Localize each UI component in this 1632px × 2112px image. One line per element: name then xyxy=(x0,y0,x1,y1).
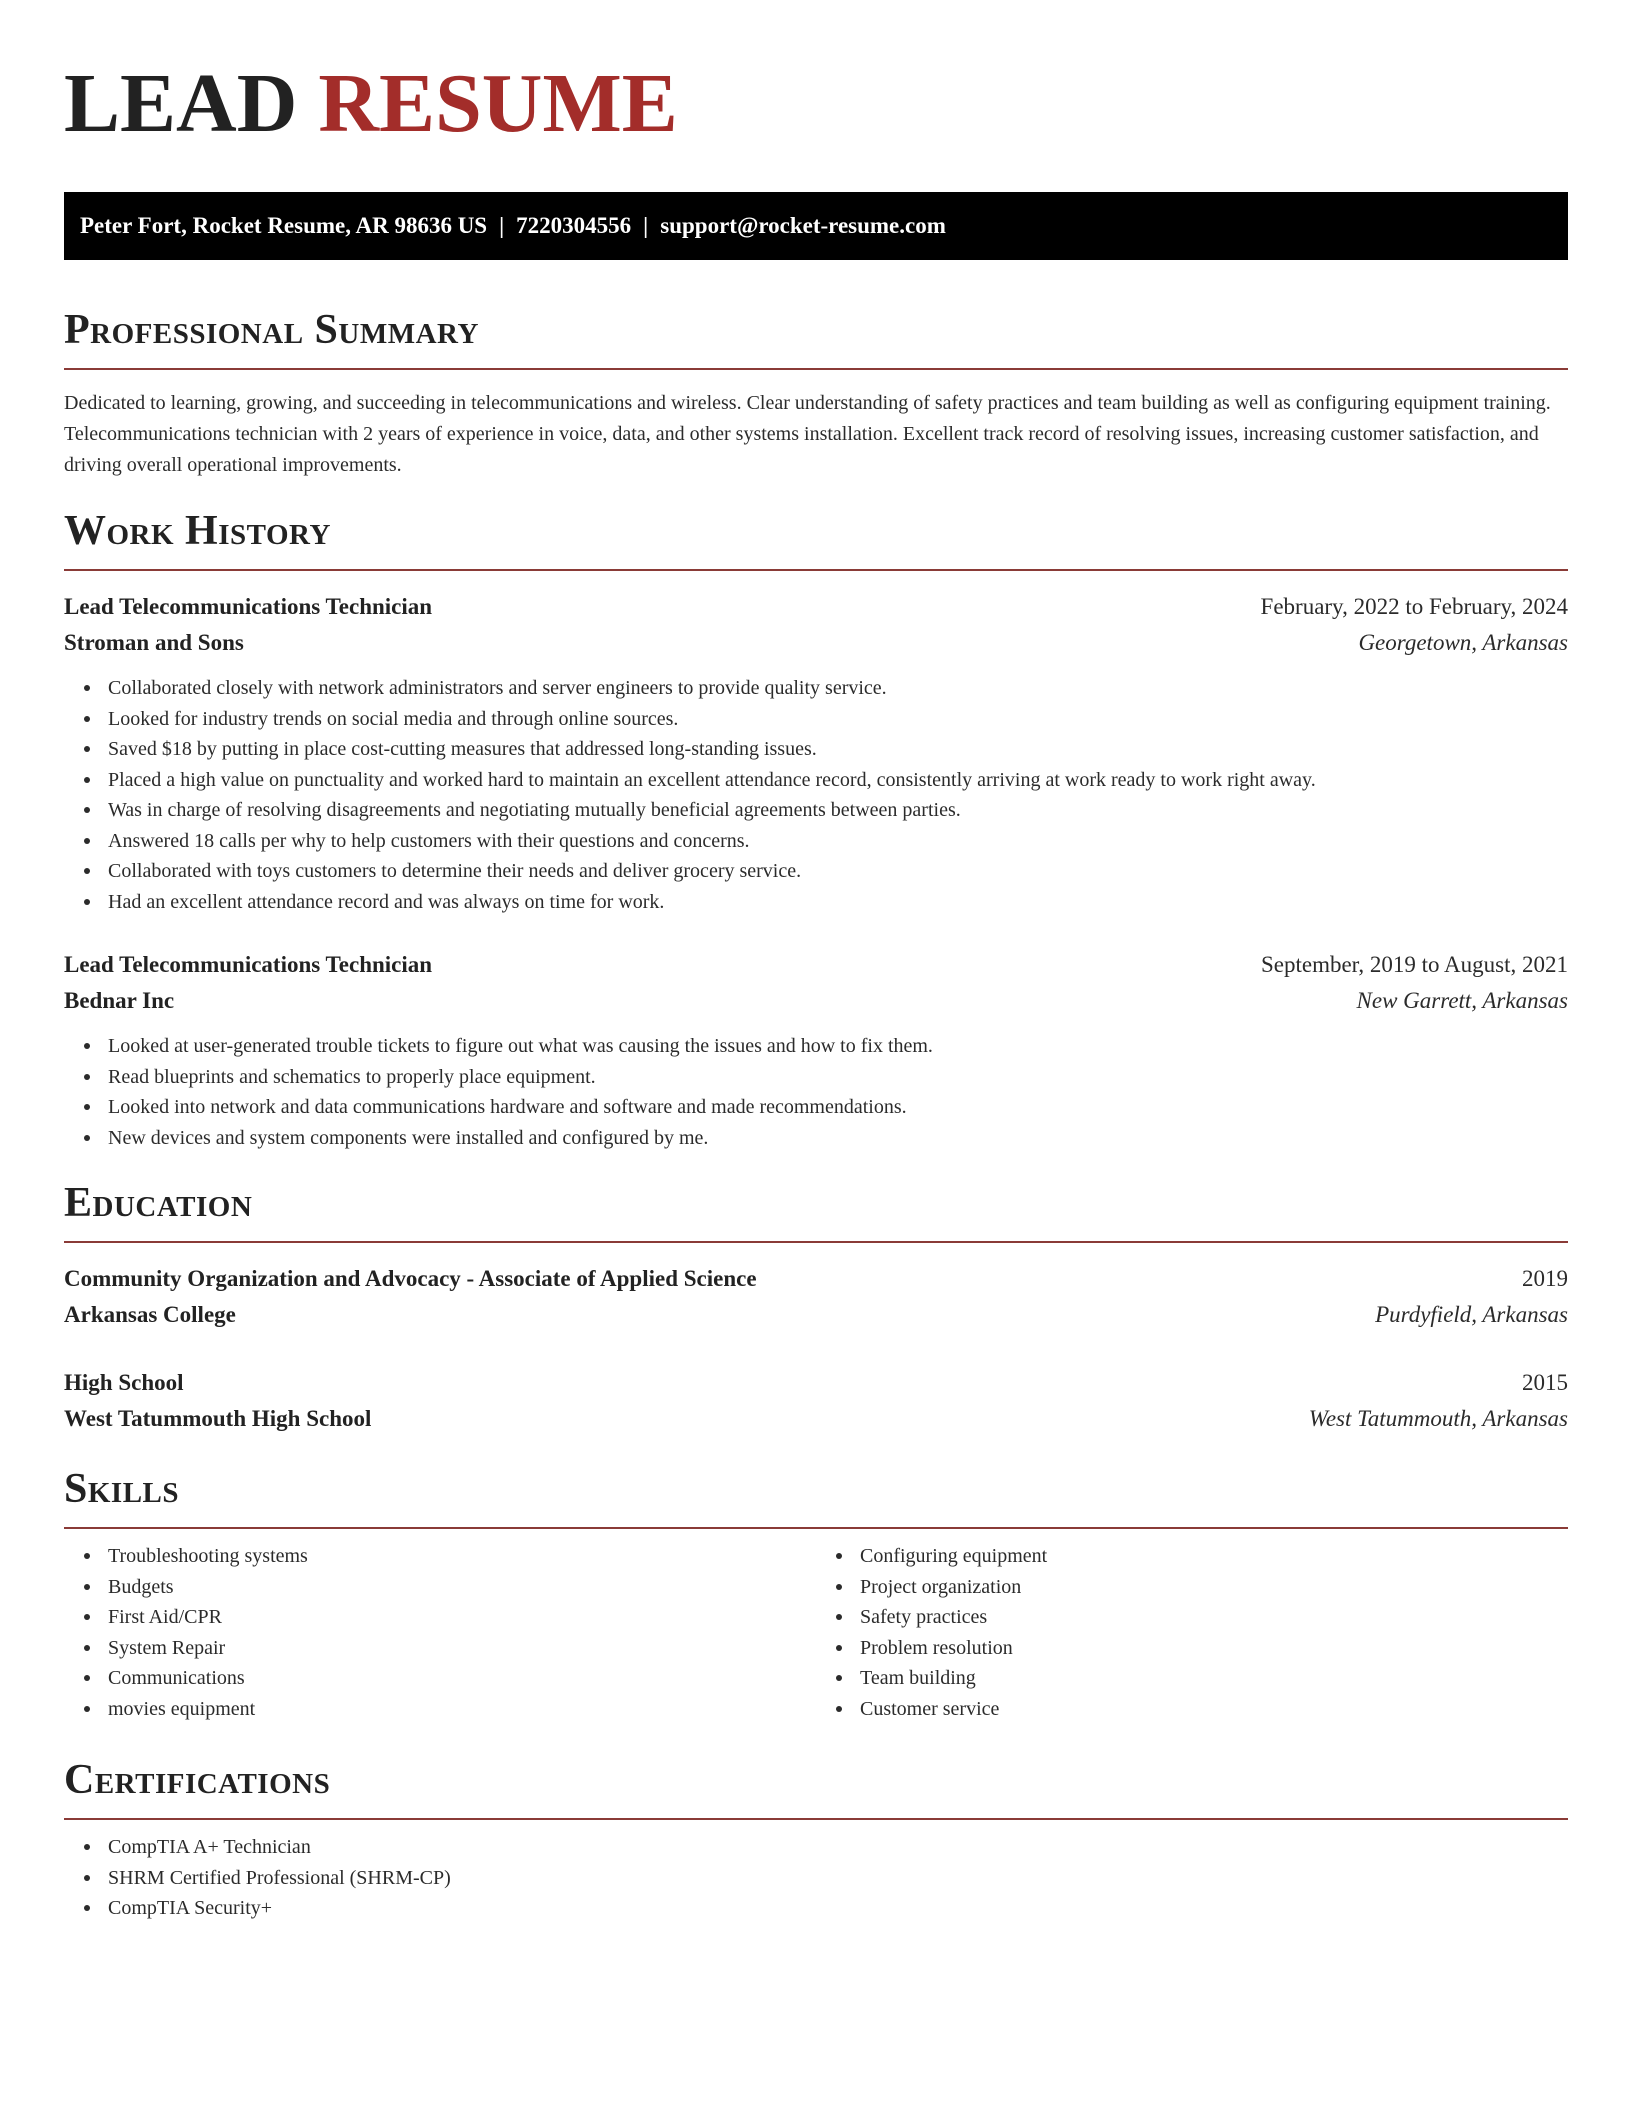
education-location: West Tatummouth, Arkansas xyxy=(1308,1406,1568,1431)
work-history-heading: Work History xyxy=(64,508,331,554)
list-item: Problem resolution xyxy=(860,1633,1568,1664)
list-item: New devices and system components were installed and configured by me. xyxy=(108,1123,1568,1154)
job-location: Georgetown, Arkansas xyxy=(1358,630,1568,655)
job-dates: September, 2019 to August, 2021 xyxy=(1260,952,1568,977)
list-item: Team building xyxy=(860,1663,1568,1694)
section-divider xyxy=(64,569,1568,571)
list-item: System Repair xyxy=(108,1633,816,1664)
job-bullets xyxy=(64,1031,1568,1153)
list-item: Read blueprints and schematics to properly place equipment. xyxy=(108,1062,1568,1093)
education-degree-row xyxy=(64,1261,1568,1297)
education-section xyxy=(64,1177,1568,1437)
list-item: Customer service xyxy=(860,1694,1568,1725)
education-degree-row xyxy=(64,1365,1568,1401)
job-dates: February, 2022 to February, 2024 xyxy=(1260,594,1568,619)
job-title-row xyxy=(64,589,1568,625)
list-item: Budgets xyxy=(108,1572,816,1603)
education-school: West Tatummouth High School xyxy=(64,1406,372,1431)
list-item: Communications xyxy=(108,1663,816,1694)
job-entry xyxy=(64,589,1568,917)
summary-heading: Professional Summary xyxy=(64,307,479,353)
education-year: 2015 xyxy=(1522,1370,1568,1395)
list-item: First Aid/CPR xyxy=(108,1602,816,1633)
job-title: Lead Telecommunications Technician xyxy=(64,952,433,977)
certifications-heading: Certifications xyxy=(64,1757,331,1803)
list-item: Collaborated with toys customers to determine their needs and deliver grocery service. xyxy=(108,856,1568,887)
list-item: Collaborated closely with network administrators and server engineers to provide quality service. xyxy=(108,673,1568,704)
certifications-list xyxy=(64,1832,1568,1924)
contact-separator: | xyxy=(643,213,649,238)
list-item: Troubleshooting systems xyxy=(108,1541,816,1572)
skills-heading: Skills xyxy=(64,1466,180,1512)
list-item: Project organization xyxy=(860,1572,1568,1603)
section-divider xyxy=(64,1241,1568,1243)
list-item: Answered 18 calls per why to help customers with their questions and concerns. xyxy=(108,826,1568,857)
job-location: New Garrett, Arkansas xyxy=(1356,988,1568,1013)
work-history-section xyxy=(64,505,1568,1153)
list-item: Had an excellent attendance record and was always on time for work. xyxy=(108,887,1568,918)
skills-section xyxy=(64,1463,1568,1724)
job-bullets xyxy=(64,673,1568,917)
list-item: Safety practices xyxy=(860,1602,1568,1633)
contact-bar xyxy=(64,192,1568,260)
education-entry xyxy=(64,1365,1568,1437)
education-year: 2019 xyxy=(1522,1266,1568,1291)
education-school-row xyxy=(64,1297,1568,1333)
list-item: Saved $18 by putting in place cost-cutting measures that addressed long-standing issues. xyxy=(108,734,1568,765)
contact-address: Peter Fort, Rocket Resume, AR 98636 US xyxy=(80,213,488,238)
job-entry xyxy=(64,947,1568,1153)
education-school: Arkansas College xyxy=(64,1302,236,1327)
job-title-row xyxy=(64,947,1568,983)
list-item: Looked for industry trends on social media and through online sources. xyxy=(108,704,1568,735)
list-item: movies equipment xyxy=(108,1694,816,1725)
skills-grid xyxy=(64,1529,1568,1724)
resume-title xyxy=(64,56,1568,176)
education-heading: Education xyxy=(64,1180,253,1226)
job-company: Stroman and Sons xyxy=(64,630,244,655)
summary-section xyxy=(64,304,1568,481)
skills-right-list xyxy=(816,1541,1568,1724)
list-item: Was in charge of resolving disagreements and negotiating mutually beneficial agreements between parties. xyxy=(108,795,1568,826)
education-degree: High School xyxy=(64,1370,184,1395)
list-item: Placed a high value on punctuality and worked hard to maintain an excellent attendance record, consistently arriving at work ready to work right away. xyxy=(108,765,1568,796)
education-degree: Community Organization and Advocacy - Associate of Applied Science xyxy=(64,1266,757,1291)
list-item: CompTIA Security+ xyxy=(108,1893,1568,1924)
list-item: CompTIA A+ Technician xyxy=(108,1832,1568,1863)
job-title: Lead Telecommunications Technician xyxy=(64,594,433,619)
contact-phone: 7220304556 xyxy=(516,213,632,238)
job-company-row xyxy=(64,625,1568,661)
education-location: Purdyfield, Arkansas xyxy=(1375,1302,1568,1327)
list-item: Looked at user-generated trouble tickets to figure out what was causing the issues and how to fix them. xyxy=(108,1031,1568,1062)
list-item: Configuring equipment xyxy=(860,1541,1568,1572)
skills-left-list xyxy=(64,1541,816,1724)
contact-separator: | xyxy=(499,213,505,238)
certifications-section xyxy=(64,1754,1568,1924)
education-school-row xyxy=(64,1401,1568,1437)
section-divider xyxy=(64,368,1568,370)
job-company: Bednar Inc xyxy=(64,988,175,1013)
education-entry xyxy=(64,1261,1568,1333)
list-item: SHRM Certified Professional (SHRM-CP) xyxy=(108,1863,1568,1894)
section-divider xyxy=(64,1818,1568,1820)
contact-email: support@rocket-resume.com xyxy=(660,213,946,238)
title-part-lead: LEAD xyxy=(64,57,298,150)
job-company-row xyxy=(64,983,1568,1019)
list-item: Looked into network and data communications hardware and software and made recommendations. xyxy=(108,1092,1568,1123)
title-part-resume: RESUME xyxy=(318,57,678,150)
summary-text: Dedicated to learning, growing, and succeeding in telecommunications and wireless. Clear understanding of safety practices and team building as well as configuring equipment training. Telecommunications technician with 2 years of experience in voice, data, and other systems installation. Excellent track record of resolving issues, increasing customer satisfaction, and driving overall operational improvements. xyxy=(64,392,1551,476)
